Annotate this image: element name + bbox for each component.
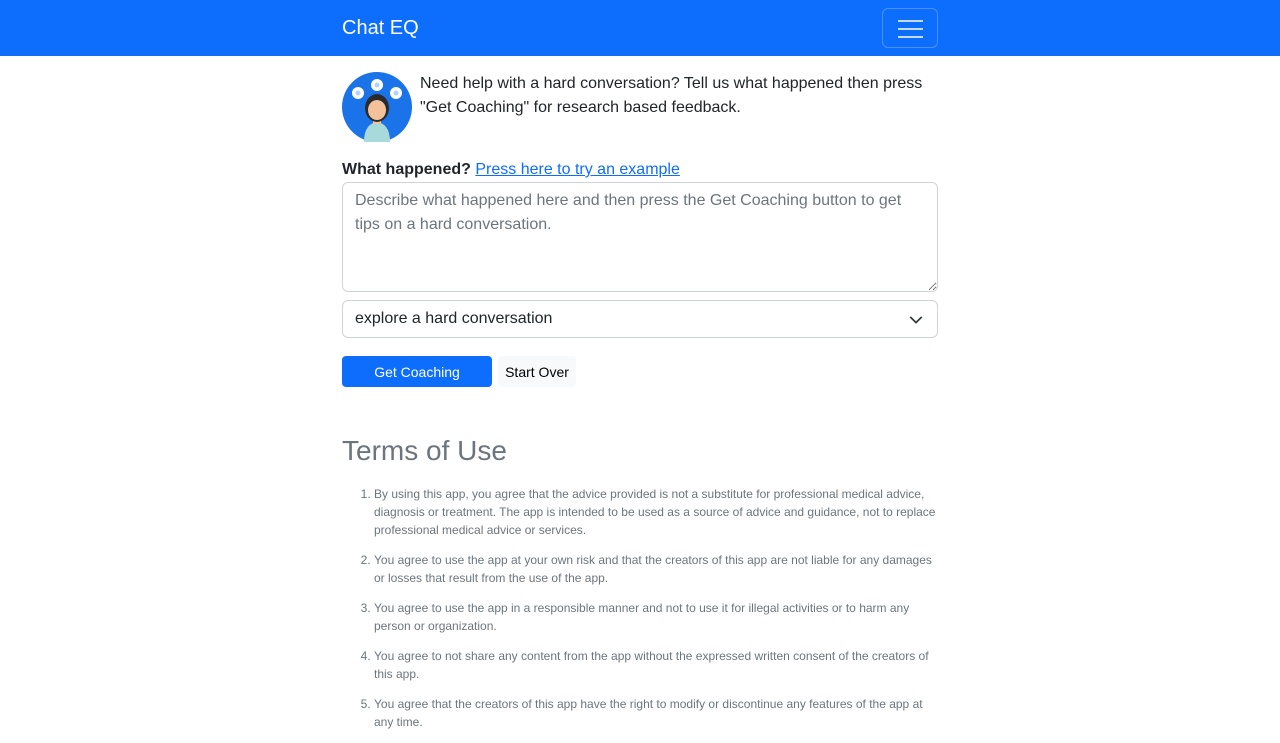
terms-item: 1. By using this app, you agree that the advice provided is not a substitute for professional medical advice, diagnosis or treatment. The app is intended to be used as a source of advice and guidance, not to replace professional medical advice or services. [374,485,938,539]
menu-toggle-button[interactable] [882,8,938,48]
start-over-button[interactable]: Start Over [498,356,576,387]
conversation-type-value: explore a hard conversation [355,310,553,327]
conversation-type-select[interactable] [342,300,938,338]
chevron-down-icon [909,313,923,327]
get-coaching-button[interactable]: Get Coaching [342,356,492,387]
what-happened-textarea[interactable] [342,182,938,292]
hamburger-menu-icon-bar [898,36,923,38]
terms-item: 3. You agree to use the app in a responsible manner and not to use it for illegal activities or to harm any person or organization. [374,599,938,635]
terms-item: 5. You agree that the creators of this app have the right to modify or discontinue any features of the app at any time. [374,695,938,731]
what-happened-label: What happened? [342,161,471,178]
terms-item: 4. You agree to not share any content from the app without the expressed written consent of the creators of this app. [374,647,938,683]
brand-link[interactable]: Chat EQ [342,17,419,39]
try-example-link[interactable]: Press here to try an example [475,161,680,178]
navbar [0,0,1280,56]
main-content [342,56,938,729]
hamburger-menu-icon-bar [898,28,923,30]
what-happened-row [342,160,680,180]
terms-item: 2. You agree to use the app at your own risk and that the creators of this app are not liable for any damages or losses that result from the use of the app. [374,551,938,587]
terms-list [342,485,938,743]
intro-text: Need help with a hard conversation? Tell us what happened then press "Get Coaching" for research based feedback. [420,75,923,116]
hamburger-menu-icon [898,20,923,22]
terms-title: Terms of Use [342,435,507,466]
intro-section [342,56,938,148]
woman-thinking-avatar-icon [342,72,412,142]
